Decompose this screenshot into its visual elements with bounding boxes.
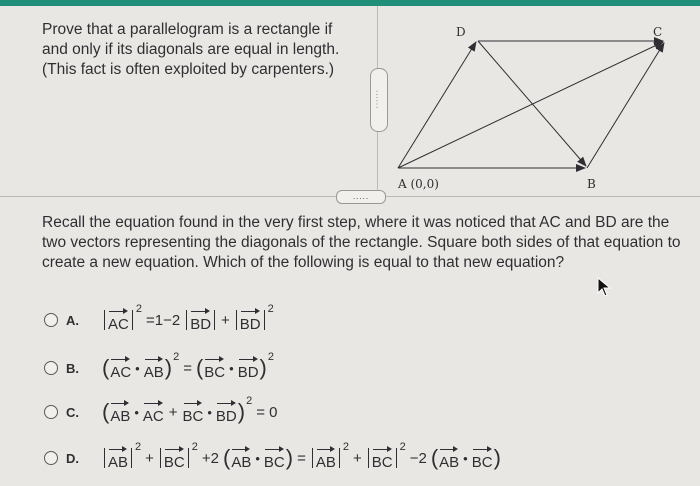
operator-text: =1−2	[145, 311, 181, 329]
operator-equals: = 0	[256, 403, 278, 421]
operator-plus-2: +2	[201, 449, 219, 467]
vector-bc: BC	[264, 446, 285, 471]
vector-bc: BC	[164, 446, 185, 471]
answer-option-c[interactable]	[44, 394, 684, 430]
top-accent-bar	[0, 0, 700, 6]
exponent: 2	[267, 351, 274, 363]
label-D: D	[456, 25, 466, 39]
radio-button-b[interactable]	[44, 361, 58, 375]
option-letter-d: D.	[66, 450, 79, 466]
problem-statement	[42, 20, 372, 80]
prompt-line-2: and only if its diagonals are equal in length.	[42, 41, 340, 58]
operator-plus: +	[168, 403, 178, 421]
vector-ab: AB	[108, 446, 128, 471]
vector-ac: AC	[110, 356, 131, 381]
label-B: B	[587, 177, 596, 191]
operator-equals: =	[183, 359, 192, 377]
vector-ab: AB	[110, 400, 130, 425]
answer-option-a[interactable]	[44, 302, 684, 338]
exponent: 2	[342, 441, 349, 453]
label-C: C	[653, 25, 663, 39]
exponent: 2	[191, 441, 198, 453]
option-letter-b: B.	[66, 360, 79, 376]
exponent: 2	[267, 303, 274, 315]
answer-option-d[interactable]	[44, 440, 684, 476]
vector-bd: BD	[238, 356, 259, 381]
option-d-expression: AB 2 + BC 2 +2 ( AB • BC ) = AB 2 + BC 2 −2 ( AB • BC )	[102, 446, 501, 471]
vector-ab: AB	[231, 446, 251, 471]
operator-plus: +	[352, 449, 362, 467]
vector-BC	[587, 43, 664, 168]
vertical-handle-dots: ......	[374, 90, 384, 110]
operator-plus: +	[221, 311, 230, 329]
option-a-expression	[102, 303, 274, 333]
answer-option-b[interactable]	[44, 350, 684, 386]
vector-bd: BD	[190, 308, 211, 333]
exponent: 2	[135, 303, 142, 315]
exponent: 2	[399, 441, 406, 453]
operator-equals: =	[297, 449, 306, 467]
diagonal-AC	[398, 42, 663, 168]
vector-bc: BC	[204, 356, 225, 381]
option-c-expression: ( AB • AC + BC • BD ) 2 = 0	[102, 395, 278, 425]
parallelogram-diagram	[380, 10, 700, 195]
option-letter-a: A.	[66, 312, 79, 328]
option-letter-c: C.	[66, 404, 79, 420]
mouse-cursor-icon	[597, 277, 613, 297]
exponent: 2	[135, 441, 142, 453]
exponent: 2	[173, 351, 180, 363]
diagonal-DB	[478, 41, 586, 166]
vector-bd: BD	[240, 308, 261, 333]
horizontal-resize-handle[interactable]: .....	[336, 190, 386, 204]
label-A: A (0,0)	[398, 177, 439, 191]
question-text: Recall the equation found in the very first step, where it was noticed that AC and BD are the two vectors representing the diagonals of the rectangle. Square both sides of that equation to create a new equation. Which of the following is equal to that new equation?	[42, 214, 681, 271]
vector-ab: AB	[316, 446, 336, 471]
vector-bc: BC	[183, 400, 204, 425]
radio-button-a[interactable]	[44, 313, 58, 327]
vector-ab: AB	[144, 356, 164, 381]
prompt-line-1: Prove that a parallelogram is a rectangle if	[42, 21, 333, 38]
vector-bc: BC	[472, 446, 493, 471]
operator-minus-2: −2	[409, 449, 427, 467]
radio-button-c[interactable]	[44, 405, 58, 419]
vector-bd: BD	[216, 400, 237, 425]
vector-bc: BC	[372, 446, 393, 471]
operator-plus: +	[145, 449, 154, 467]
vector-ac: AC	[143, 400, 164, 425]
radio-button-d[interactable]	[44, 451, 58, 465]
option-b-expression: ( AC • AB ) 2 = ( BC • BD ) 2	[102, 351, 274, 381]
exponent: 2	[246, 395, 253, 407]
prompt-line-3: (This fact is often exploited by carpenters.)	[42, 61, 335, 78]
vector-ac: AC	[108, 308, 129, 333]
vector-ab: AB	[439, 446, 459, 471]
